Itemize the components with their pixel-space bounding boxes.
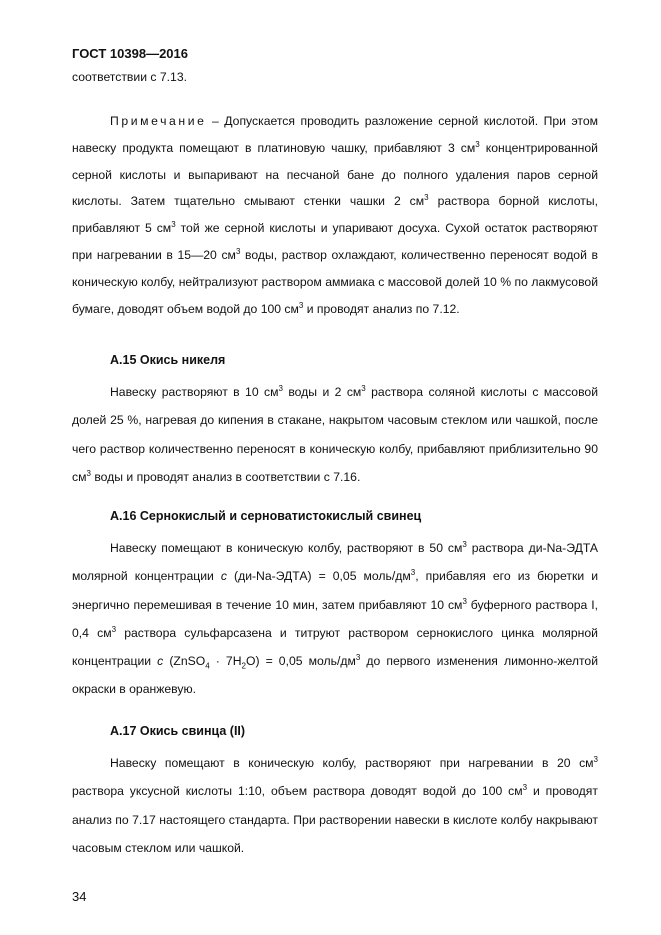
section-a15-paragraph: Навеску растворяют в 10 $см^3$ воды и 2 $см^3$ раствора соляной кислоты с массовой долей 25 %, нагревая до кипения в стакане, накрытом часовым стеклом или чашкой, после чего раствор количественно переносят в коническую колбу, прибавляют приблизительно 90 $см^3$ воды и проводят анализ в соответствии с 7.16. xyxy=(72,383,598,484)
section-heading-a16: А.16 Сернокислый и серноватистокислый свинец xyxy=(110,509,422,523)
section-heading-a17: А.17 Окись свинца (II) xyxy=(110,724,246,738)
note-label: Примечание xyxy=(110,114,207,128)
section-heading-a15: А.15 Окись никеля xyxy=(110,353,226,367)
section-a15-body xyxy=(72,378,598,491)
note-paragraph: Примечание – Допускается проводить разложение серной кислотой. При этом навеску продукта помещают в платиновую чашку, прибавляют 3 $см^3$ концентрированной серной кислоты и выпаривают на песчаной бане до полного удаления паров серной кислоты. Затем тщательно смывают стенки чашки 2 $см^3$ раствора борной кислоты, прибавляют 5 $см^3$ той же серной кислоты и упаривают досуха. Сухой остаток растворяют при нагревании в 15—20 $см^3$ воды, раствор охлаждают, количественно переносят водой в коническую колбу, нейтрализуют раствором аммиака с массовой долей 10 % по лакмусовой бумаге, доводят объем водой до 100 $см^3$ и проводят анализ по 7.12. xyxy=(72,114,599,316)
section-a17-paragraph: Навеску помещают в коническую колбу, растворяют при нагревании в 20 $см^3$ раствора уксусной кислоты 1:10, объем раствора доводят водой до 100 $см^3$ и проводят анализ по 7.17 настоящего стандарта. При растворении навески в кислоте колбу накрывают часовым стеклом или чашкой. xyxy=(72,754,598,855)
section-a16-paragraph: Навеску помещают в коническую колбу, растворяют в 50 $см^3$ раствора ди-Na-ЭДТА молярной концентрации c (ди-Na-ЭДТА) = 0,05 моль/$дм^3$, прибавляя его из бюретки и энергично перемешивая в течение 10 мин, затем прибавляют 10 $см^3$ буферного раствора I, 0,4 $см^3$ раствора сульфарсазена и титруют раствором сернокислого цинка молярной концентрации c (ZnSO$_4$ · $7H_2O) = 0,05$ моль/$дм^3$ до первого изменения лимонно-желтой окраски в оранжевую. xyxy=(72,539,599,697)
note-block xyxy=(72,108,598,322)
standard-header: ГОСТ 10398—2016 xyxy=(72,46,188,61)
section-a16-body xyxy=(72,534,598,704)
section-a17-body xyxy=(72,749,598,862)
page-number: 34 xyxy=(72,889,87,904)
continuation-text: соответствии с 7.13. xyxy=(72,70,187,84)
